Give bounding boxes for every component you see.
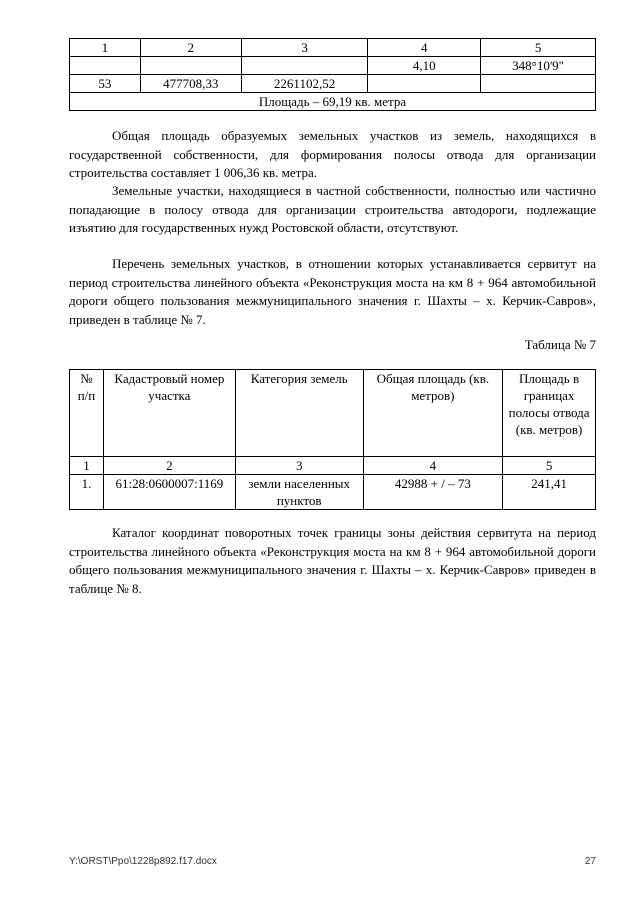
paragraph-private-land: Земельные участки, находящиеся в частной собственности, полностью или частично попадающие в полосу отвода для организации строительства автодороги, подлежащие изъятию для государственных нужд Ростовской области, отсутствуют. — [69, 183, 596, 235]
column-header: Кадастровый номер участка — [103, 370, 235, 457]
table-cell: 61:28:0600007:1169 — [103, 475, 235, 510]
paragraph-servitude-list: Перечень земельных участков, в отношении которых устанавливается сервитут на период строительства линейного объекта «Реконструкция моста на км 8 + 964 автомобильной дороги общего пользования межмуниципального значения г. Шахты – х. Керчик-Савров», приведен в таблице № 7. — [69, 256, 596, 327]
table-cell: 1 — [70, 39, 141, 57]
page-number: 27 — [584, 856, 596, 867]
coordinates-table-fragment — [69, 38, 596, 111]
area-total-cell: Площадь – 69,19 кв. метра — [70, 93, 596, 111]
table-cell: 53 — [70, 75, 141, 93]
table-cell — [241, 57, 368, 75]
table-row — [70, 475, 596, 510]
table-cell: 5 — [481, 39, 596, 57]
paragraph-coordinates-catalog: Каталог координат поворотных точек границы зоны действия сервитута на период строительства линейного объекта «Реконструкция моста на км 8 + 964 автомобильной дороги общего пользования межмуниципального значения г. Шахты – х. Керчик-Савров» приведен в таблице № 8. — [69, 525, 596, 596]
table-cell: 1 — [70, 457, 104, 475]
table-cell: 241,41 — [503, 475, 596, 510]
table-cell: 3 — [241, 39, 368, 57]
table-cell: земли населенных пунктов — [235, 475, 363, 510]
table-row — [70, 57, 596, 75]
table-cell: 4 — [363, 457, 503, 475]
table-cell — [70, 57, 141, 75]
table-cell: 3 — [235, 457, 363, 475]
table-row — [70, 75, 596, 93]
footer-file-path: Y:\ORST\Ppo\1228p892.f17.docx — [69, 856, 217, 867]
column-header: Категория земель — [235, 370, 363, 457]
table-cell: 1. — [70, 475, 104, 510]
table-row — [70, 457, 596, 475]
table-row — [70, 39, 596, 57]
servitude-parcels-table — [69, 369, 596, 510]
table-cell: 42988 + / – 73 — [363, 475, 503, 510]
table-cell: 2 — [103, 457, 235, 475]
table-cell: 348°10'9" — [481, 57, 596, 75]
table-header-row — [70, 370, 596, 457]
table-cell: 4,10 — [368, 57, 481, 75]
table-cell: 4 — [368, 39, 481, 57]
table-cell: 5 — [503, 457, 596, 475]
table-cell: 2 — [140, 39, 241, 57]
table-cell: 2261102,52 — [241, 75, 368, 93]
column-header: Площадь в границах полосы отвода (кв. метров) — [503, 370, 596, 457]
table-cell: 477708,33 — [140, 75, 241, 93]
table-cell — [368, 75, 481, 93]
table-cell — [140, 57, 241, 75]
table-row — [70, 93, 596, 111]
column-header: № п/п — [70, 370, 104, 457]
column-header: Общая площадь (кв. метров) — [363, 370, 503, 457]
table-cell — [481, 75, 596, 93]
paragraph-state-land-area: Общая площадь образуемых земельных участков из земель, находящихся в государственной собственности, для формирования полосы отвода для организации строительства составляет 1 006,36 кв. метра. — [69, 128, 596, 180]
table-caption: Таблица № 7 — [524, 337, 596, 352]
